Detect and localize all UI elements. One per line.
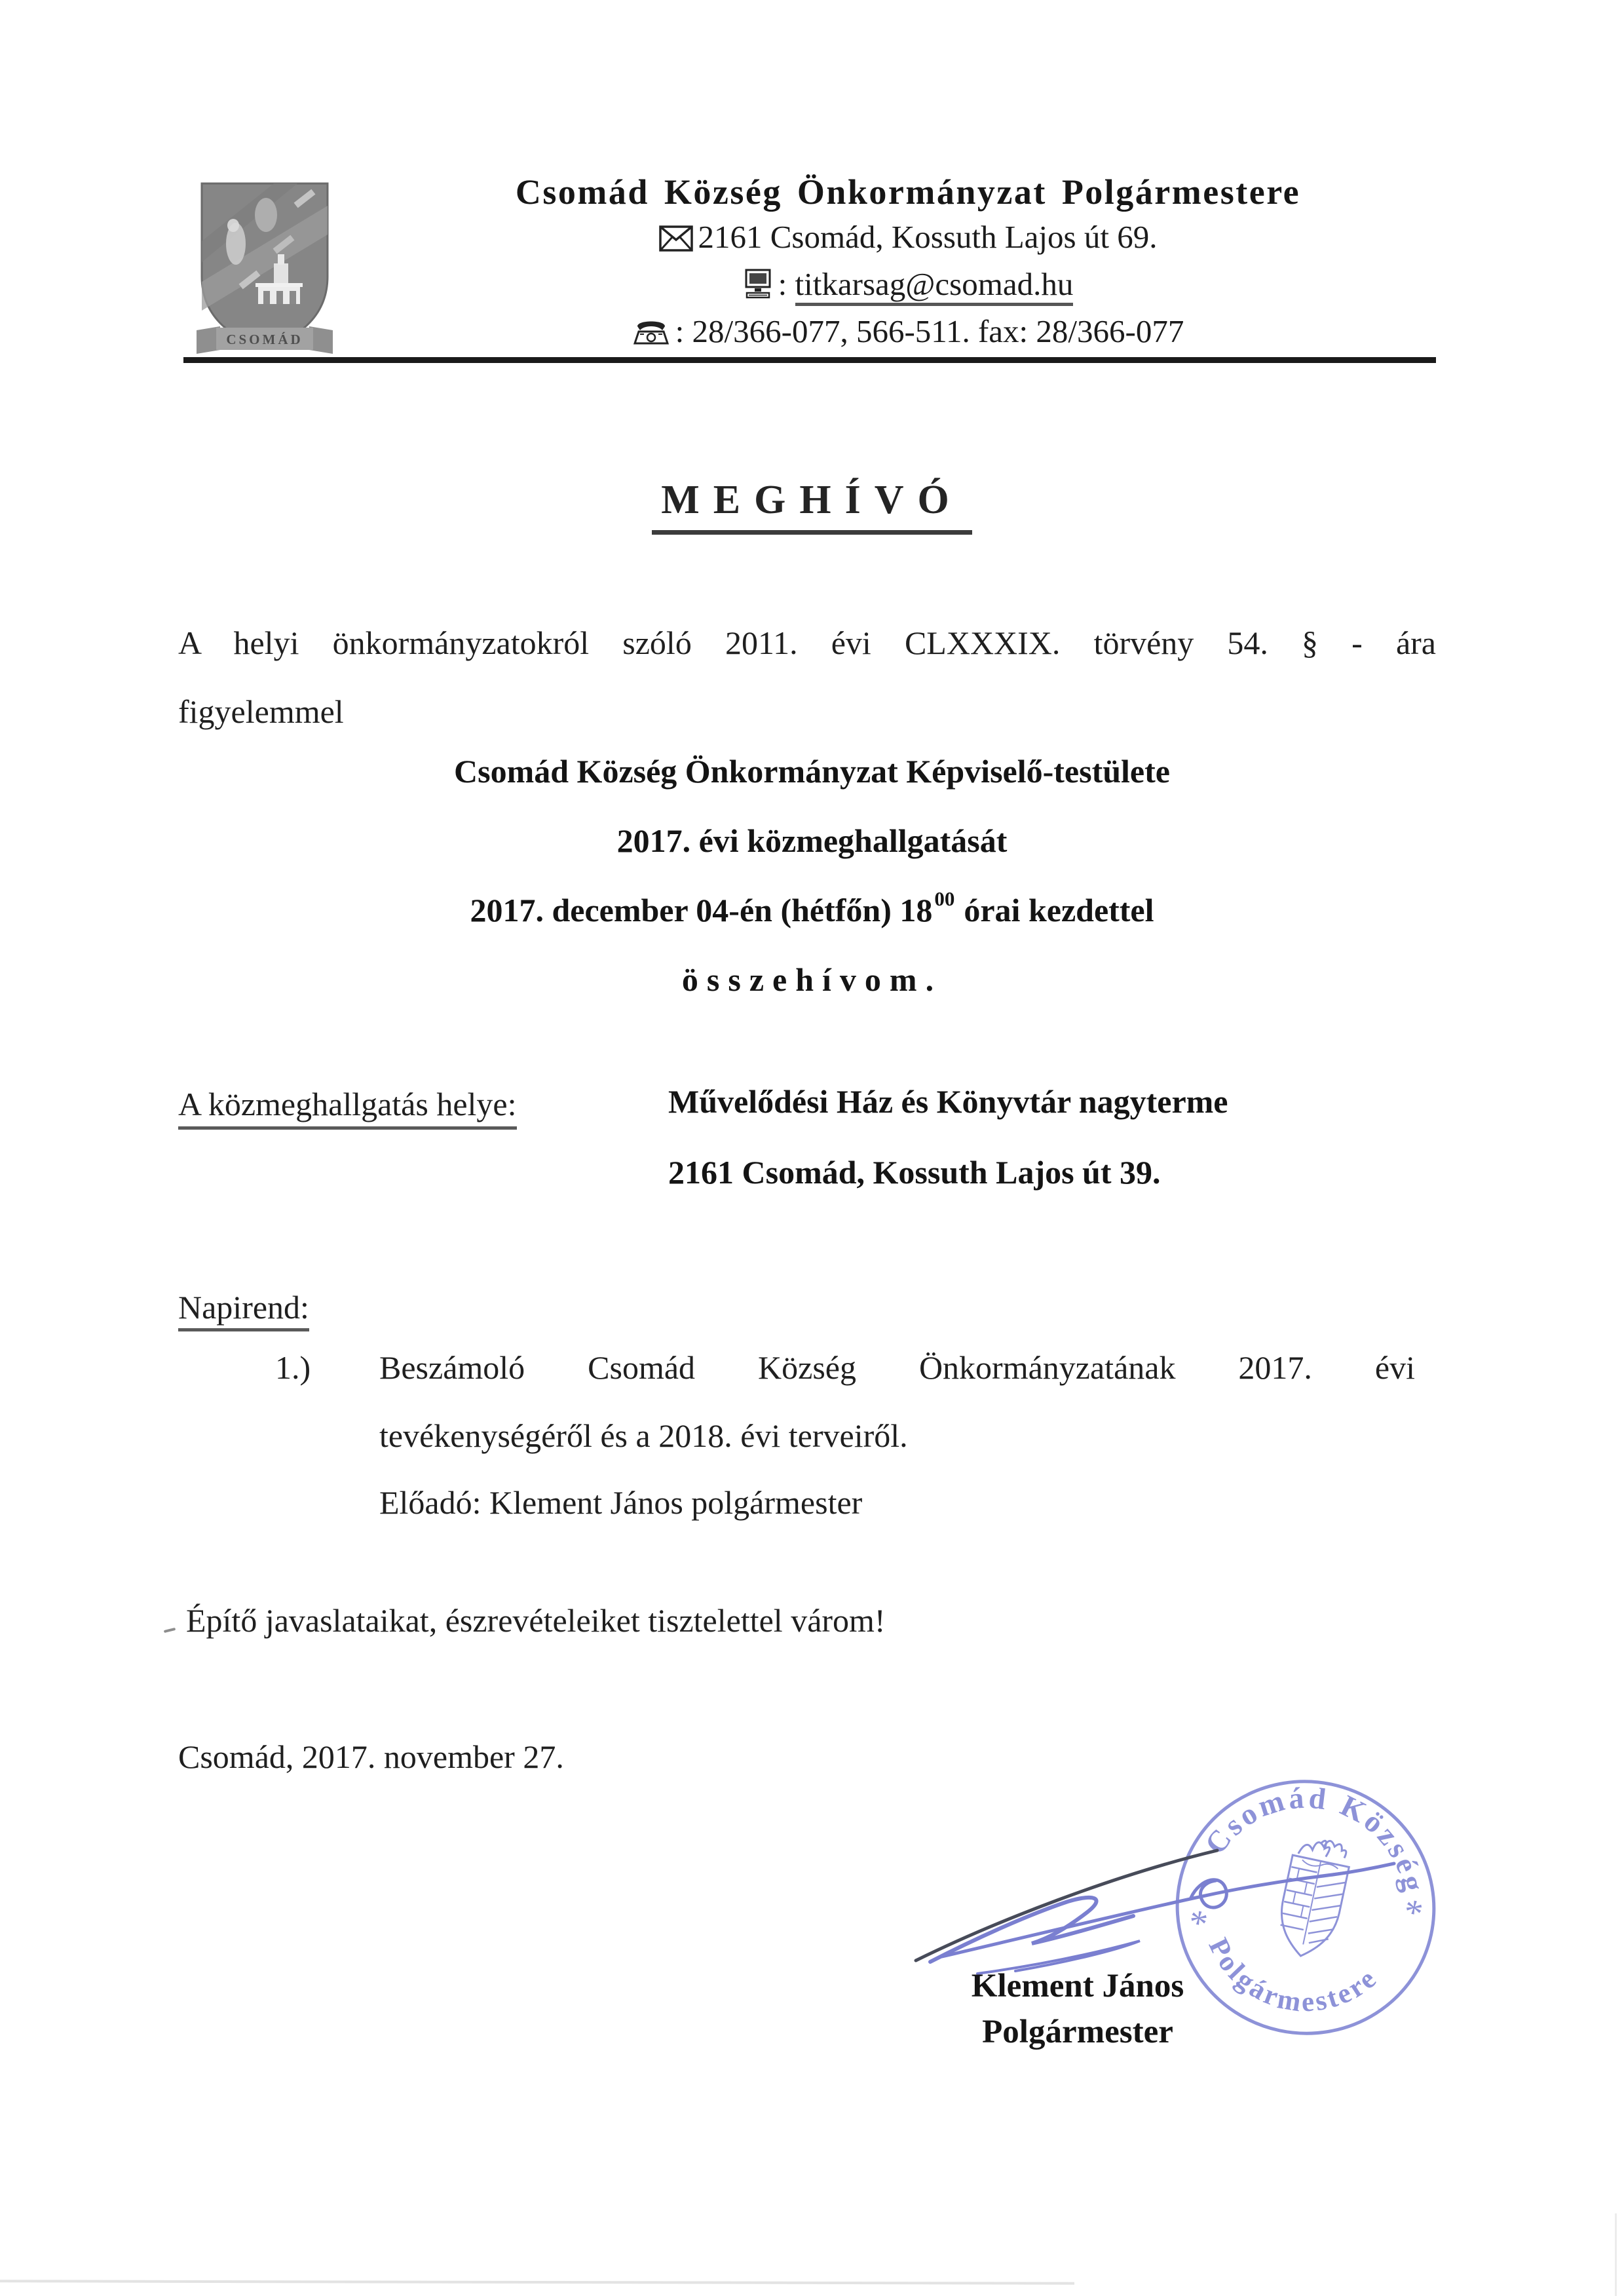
intro-line-1: A helyi önkormányzatokról szóló 2011. évi CLXXXIX. törvény 54. § - ára — [178, 624, 1436, 661]
closing-sentence: Építő javaslataikat, észrevételeiket tisztelettel várom! — [186, 1602, 886, 1639]
agenda-item-presenter: Előadó: Klement János polgármester — [379, 1484, 863, 1521]
signature-block — [865, 1769, 1526, 2175]
announcement-body-name: Csomád Község Önkormányzat Képviselő-testülete — [454, 753, 1170, 790]
signatory-name: Klement János — [971, 1968, 1184, 2004]
agenda-item-text — [379, 1349, 1415, 1521]
address-text: 2161 Csomád, Kossuth Lajos út 69. — [698, 219, 1158, 255]
letterhead — [183, 172, 1436, 354]
email-link[interactable]: titkarsag@csomad.hu — [795, 266, 1074, 306]
svg-text:Polgármestere — [1192, 1928, 1388, 2035]
agenda-item-number: 1.) — [275, 1349, 311, 1386]
scan-artifact-mark — [164, 1628, 176, 1633]
signatory — [947, 1963, 1209, 2055]
agenda-item — [275, 1349, 1416, 1521]
intro-line-2: figyelemmel — [178, 693, 344, 730]
email-separator: : — [778, 266, 787, 302]
agenda-item-line-1: Beszámoló Csomád Község Önkormányzatának 2017. évi — [379, 1349, 1415, 1386]
agenda-heading-text: Napirend: — [178, 1289, 309, 1331]
logo-banner-text: CSOMÁD — [226, 332, 303, 347]
letterhead-divider — [183, 357, 1436, 363]
email-line — [380, 265, 1436, 307]
stamp-arc-top-text: Csomád Község — [1198, 1780, 1431, 1898]
location-venue: Művelődési Ház és Könyvtár nagyterme — [668, 1083, 1228, 1120]
agenda-heading — [178, 1288, 309, 1326]
envelope-icon — [659, 222, 693, 259]
intro-paragraph — [178, 624, 1436, 731]
time-suffix: órai kezdettel — [964, 892, 1154, 928]
location-label: A közmeghallgatás helye: — [178, 1085, 517, 1130]
scan-artifact-bottom-line — [0, 2280, 1074, 2284]
phone-line — [380, 313, 1436, 354]
announcement-datetime — [0, 887, 1624, 929]
scan-artifact-right-line — [1615, 2213, 1617, 2296]
signatory-title: Polgármester — [982, 2014, 1173, 2050]
handwritten-signature — [916, 1850, 1394, 1974]
date-line: Csomád, 2017. november 27. — [178, 1738, 564, 1775]
stamp-arc-bottom-text: Polgármestere — [1202, 1933, 1384, 2019]
agenda-item-line-2: tevékenységéről és a 2018. évi terveiről. — [379, 1417, 908, 1454]
phone-separator: : — [675, 313, 685, 349]
org-title: Csomád Község Önkormányzat Polgármestere — [515, 172, 1301, 212]
address-line — [380, 218, 1436, 259]
location-details — [668, 1082, 1228, 1191]
page-title: MEGHÍVÓ — [652, 477, 972, 535]
stamp-star-right: * — [1399, 1891, 1427, 1935]
stamp-star-left: * — [1184, 1902, 1211, 1945]
announcement-verb: összehívom. — [681, 961, 943, 998]
time-superscript: 00 — [934, 887, 955, 910]
telephone-icon — [632, 316, 670, 354]
title-row — [0, 477, 1624, 535]
location-address: 2161 Csomád, Kossuth Lajos út 39. — [668, 1154, 1161, 1191]
svg-text:Csomád Község — [1195, 1769, 1448, 1904]
announcement-event: 2017. évi közmeghallgatását — [616, 822, 1008, 859]
csomad-coat-of-arms-logo — [195, 178, 334, 359]
announcement-block — [0, 752, 1624, 1030]
letterhead-text — [380, 172, 1436, 354]
computer-icon — [743, 269, 773, 307]
stamp-crest — [1272, 1834, 1353, 1962]
phone-numbers: 28/366-077, 566-511. fax: 28/366-077 — [684, 313, 1184, 349]
date-text: 2017. december 04-én (hétfőn) 18 — [470, 892, 933, 928]
